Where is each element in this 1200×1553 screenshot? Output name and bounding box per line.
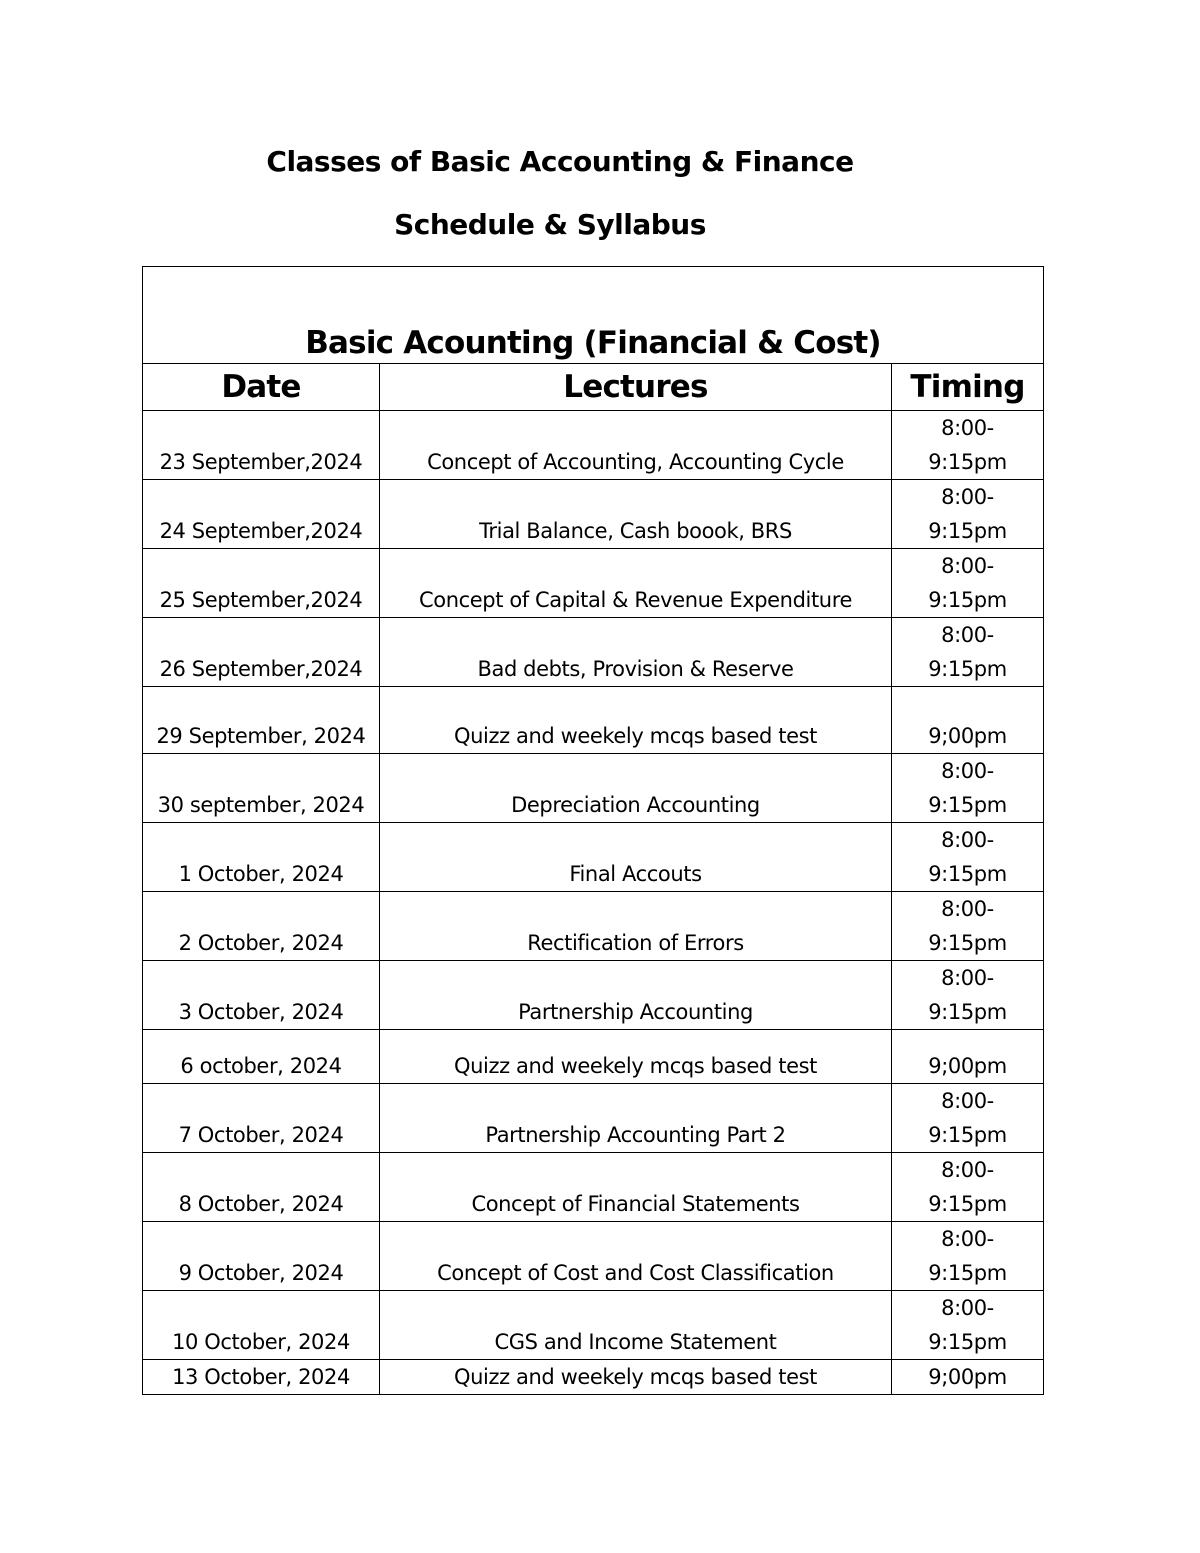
date-text: 1 October, 2024 bbox=[178, 862, 344, 886]
lecture-text: Trial Balance, Cash boook, BRS bbox=[479, 519, 792, 543]
timing-cell bbox=[892, 1084, 1044, 1153]
date-text: 29 September, 2024 bbox=[156, 724, 366, 748]
date-text: 8 October, 2024 bbox=[178, 1192, 344, 1216]
timing-cell bbox=[892, 411, 1044, 480]
table-row bbox=[143, 549, 1044, 618]
header-row bbox=[143, 364, 1044, 411]
timing-text: 8:00-9:15pm bbox=[928, 897, 1007, 955]
document-title: Classes of Basic Accounting & Finance bbox=[266, 145, 854, 178]
date-cell bbox=[143, 961, 380, 1030]
date-cell bbox=[143, 480, 380, 549]
lecture-text: Bad debts, Provision & Reserve bbox=[477, 657, 794, 681]
lecture-text: Depreciation Accounting bbox=[511, 793, 760, 817]
table-row bbox=[143, 1030, 1044, 1084]
lecture-text: Concept of Financial Statements bbox=[471, 1192, 800, 1216]
table-row bbox=[143, 1222, 1044, 1291]
lecture-cell bbox=[380, 754, 892, 823]
timing-cell bbox=[892, 480, 1044, 549]
timing-cell bbox=[892, 1030, 1044, 1084]
timing-text: 8:00-9:15pm bbox=[928, 759, 1007, 817]
lecture-text: Concept of Cost and Cost Classification bbox=[437, 1261, 834, 1285]
header-lectures: Lectures bbox=[380, 364, 892, 411]
header-date: Date bbox=[143, 364, 380, 411]
timing-cell bbox=[892, 618, 1044, 687]
timing-text: 8:00-9:15pm bbox=[928, 966, 1007, 1024]
schedule-table bbox=[142, 266, 1044, 1395]
timing-cell bbox=[892, 687, 1044, 754]
header-timing: Timing bbox=[892, 364, 1044, 411]
date-text: 3 October, 2024 bbox=[178, 1000, 344, 1024]
lecture-cell bbox=[380, 1030, 892, 1084]
lecture-text: Quizz and weekely mcqs based test bbox=[453, 724, 817, 748]
timing-text: 8:00-9:15pm bbox=[928, 1089, 1007, 1147]
table-row bbox=[143, 754, 1044, 823]
date-text: 10 October, 2024 bbox=[172, 1330, 350, 1354]
date-text: 25 September,2024 bbox=[159, 588, 363, 612]
timing-text: 8:00-9:15pm bbox=[928, 623, 1007, 681]
timing-cell bbox=[892, 549, 1044, 618]
lecture-cell bbox=[380, 1360, 892, 1395]
lecture-text: Quizz and weekely mcqs based test bbox=[453, 1054, 817, 1078]
lecture-cell bbox=[380, 1153, 892, 1222]
date-cell bbox=[143, 892, 380, 961]
timing-cell bbox=[892, 823, 1044, 892]
date-cell bbox=[143, 823, 380, 892]
timing-cell bbox=[892, 1153, 1044, 1222]
table-row bbox=[143, 1084, 1044, 1153]
timing-cell bbox=[892, 1360, 1044, 1395]
timing-text: 8:00-9:15pm bbox=[928, 416, 1007, 474]
lecture-cell bbox=[380, 411, 892, 480]
table-row bbox=[143, 618, 1044, 687]
date-cell bbox=[143, 687, 380, 754]
timing-text: 8:00-9:15pm bbox=[928, 554, 1007, 612]
lecture-cell bbox=[380, 1222, 892, 1291]
date-text: 13 October, 2024 bbox=[172, 1365, 350, 1389]
lecture-text: Quizz and weekely mcqs based test bbox=[453, 1365, 817, 1389]
date-cell bbox=[143, 1291, 380, 1360]
lecture-text: Rectification of Errors bbox=[527, 931, 744, 955]
timing-cell bbox=[892, 1291, 1044, 1360]
lecture-text: Partnership Accounting Part 2 bbox=[485, 1123, 786, 1147]
date-cell bbox=[143, 1084, 380, 1153]
date-text: 23 September,2024 bbox=[159, 450, 363, 474]
table-caption: Basic Acounting (Financial & Cost) bbox=[143, 267, 1044, 364]
date-text: 6 october, 2024 bbox=[180, 1054, 342, 1078]
lecture-text: Final Accouts bbox=[569, 862, 702, 886]
table-row bbox=[143, 961, 1044, 1030]
lecture-cell bbox=[380, 480, 892, 549]
table-row bbox=[143, 411, 1044, 480]
lecture-cell bbox=[380, 549, 892, 618]
date-cell bbox=[143, 1360, 380, 1395]
lecture-cell bbox=[380, 1291, 892, 1360]
date-cell bbox=[143, 618, 380, 687]
timing-text: 9;00pm bbox=[928, 1054, 1007, 1078]
table-row bbox=[143, 823, 1044, 892]
date-text: 24 September,2024 bbox=[159, 519, 363, 543]
table-row bbox=[143, 1291, 1044, 1360]
timing-text: 8:00-9:15pm bbox=[928, 1158, 1007, 1216]
table-row bbox=[143, 687, 1044, 754]
date-text: 2 October, 2024 bbox=[178, 931, 344, 955]
lecture-text: CGS and Income Statement bbox=[494, 1330, 777, 1354]
lecture-text: Concept of Capital & Revenue Expenditure bbox=[419, 588, 852, 612]
date-cell bbox=[143, 549, 380, 618]
timing-cell bbox=[892, 1222, 1044, 1291]
document-subtitle: Schedule & Syllabus bbox=[394, 208, 706, 241]
date-cell bbox=[143, 411, 380, 480]
date-cell bbox=[143, 754, 380, 823]
timing-text: 8:00-9:15pm bbox=[928, 828, 1007, 886]
table-row bbox=[143, 480, 1044, 549]
timing-cell bbox=[892, 754, 1044, 823]
timing-text: 8:00-9:15pm bbox=[928, 1296, 1007, 1354]
lecture-cell bbox=[380, 892, 892, 961]
date-text: 30 september, 2024 bbox=[157, 793, 365, 817]
date-text: 9 October, 2024 bbox=[178, 1261, 344, 1285]
table-row bbox=[143, 1360, 1044, 1395]
timing-cell bbox=[892, 892, 1044, 961]
table-row bbox=[143, 892, 1044, 961]
date-text: 26 September,2024 bbox=[159, 657, 363, 681]
timing-text: 8:00-9:15pm bbox=[928, 485, 1007, 543]
timing-cell bbox=[892, 961, 1044, 1030]
lecture-text: Concept of Accounting, Accounting Cycle bbox=[427, 450, 844, 474]
lecture-cell bbox=[380, 823, 892, 892]
date-cell bbox=[143, 1222, 380, 1291]
date-text: 7 October, 2024 bbox=[178, 1123, 344, 1147]
date-cell bbox=[143, 1030, 380, 1084]
timing-text: 9;00pm bbox=[928, 724, 1007, 748]
lecture-cell bbox=[380, 961, 892, 1030]
timing-text: 9;00pm bbox=[928, 1365, 1007, 1389]
lecture-cell bbox=[380, 687, 892, 754]
table-row bbox=[143, 1153, 1044, 1222]
timing-text: 8:00-9:15pm bbox=[928, 1227, 1007, 1285]
lecture-text: Partnership Accounting bbox=[518, 1000, 753, 1024]
date-cell bbox=[143, 1153, 380, 1222]
lecture-cell bbox=[380, 618, 892, 687]
lecture-cell bbox=[380, 1084, 892, 1153]
